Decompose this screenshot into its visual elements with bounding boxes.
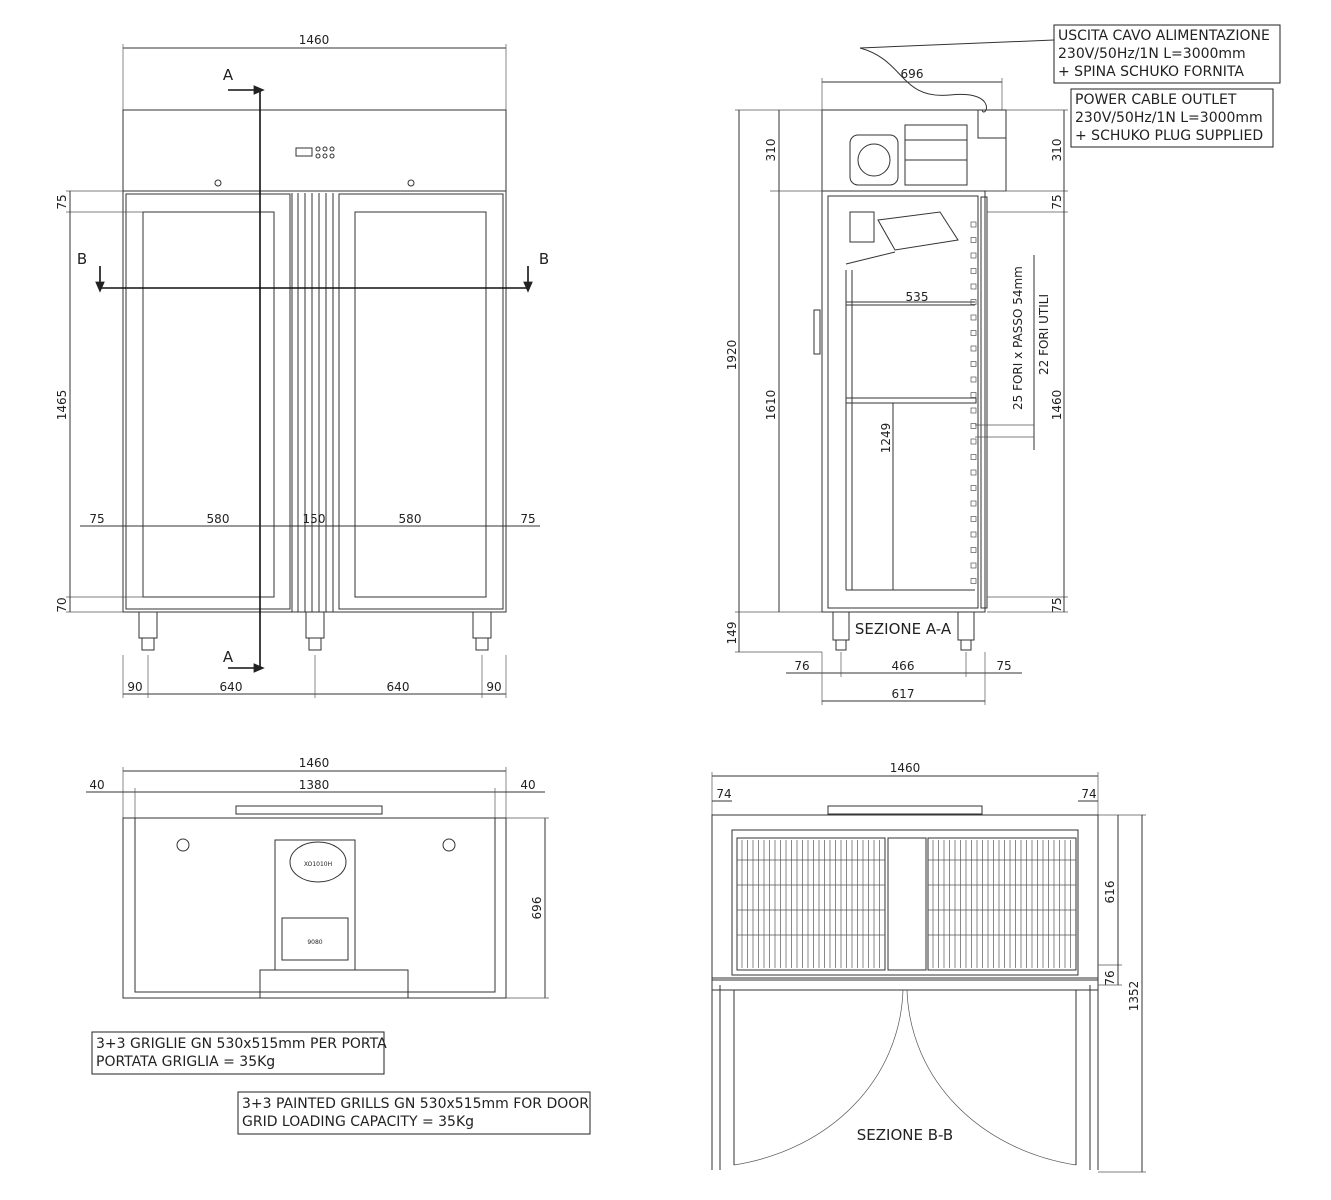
front-dim-foot-right: 90 xyxy=(486,680,502,694)
front-dim-top-gap: 75 xyxy=(55,194,69,210)
cable-note-it-line-3: + SPINA SCHUKO FORNITA xyxy=(1058,64,1244,80)
top-unit-text-2: 9080 xyxy=(307,939,323,946)
top-unit-text-1: XO1010H xyxy=(303,861,333,868)
cable-note-it xyxy=(1054,25,1280,83)
evaporator-icon xyxy=(850,212,874,242)
front-dim-door-left: 580 xyxy=(206,512,230,526)
lock-left-icon xyxy=(215,180,221,186)
control-display xyxy=(296,148,312,156)
front-dim-door-right: 580 xyxy=(398,512,422,526)
side-dim-gap-right-top: 75 xyxy=(1050,194,1064,210)
side-dim-feet: 149 xyxy=(725,621,739,645)
section-b-dim-door-depth: 76 xyxy=(1103,970,1117,986)
rack-slot xyxy=(971,532,976,537)
grills-note-en-line-1: 3+3 PAINTED GRILLS GN 530x515mm FOR DOOR xyxy=(242,1096,590,1112)
left-door-glass xyxy=(143,212,274,597)
section-b-dim-side-left: 74 xyxy=(716,787,732,801)
section-b-dim-open-depth: 1352 xyxy=(1127,980,1141,1012)
grills-note-it-line-1: 3+3 GRIGLIE GN 530x515mm PER PORTA xyxy=(96,1036,387,1052)
section-b-b-label: SEZIONE B-B xyxy=(856,1126,954,1144)
top-dim-side-right: 40 xyxy=(520,778,536,792)
side-dim-top-right: 310 xyxy=(1050,138,1064,162)
section-a-bottom-label: A xyxy=(222,648,234,666)
side-dim-internal-height: 1610 xyxy=(764,389,778,421)
rack-slot xyxy=(971,548,976,553)
top-dim-inner-width: 1380 xyxy=(298,778,330,792)
section-b-view xyxy=(712,761,1146,1172)
section-a-a-label: SEZIONE A-A xyxy=(854,620,952,638)
rack-slot xyxy=(971,501,976,506)
cable-note-it-line-2: 230V/50Hz/1N L=3000mm xyxy=(1058,46,1246,62)
side-section-a xyxy=(725,40,1068,705)
side-dim-depth-top: 696 xyxy=(900,67,924,81)
side-dim-bottom-right: 75 xyxy=(996,659,1012,673)
rack-slot xyxy=(971,331,976,336)
rack-slot xyxy=(971,393,976,398)
rack-slot xyxy=(971,253,976,258)
grill-bars xyxy=(737,840,1076,968)
side-dim-bottom-left: 76 xyxy=(794,659,810,673)
section-b-handle xyxy=(828,806,982,814)
side-dim-internal-width: 535 xyxy=(905,290,929,304)
section-b-center-post xyxy=(888,838,926,970)
rack-slot xyxy=(971,346,976,351)
side-dim-top-left: 310 xyxy=(764,138,778,162)
rack-slot xyxy=(971,284,976,289)
front-body xyxy=(123,191,506,612)
section-b-right-label: B xyxy=(538,250,550,268)
rack-slot xyxy=(971,315,976,320)
top-vent-left-icon xyxy=(177,839,189,851)
rack-slot xyxy=(971,455,976,460)
front-dim-center: 150 xyxy=(302,512,326,526)
section-b-dim-total-width: 1460 xyxy=(889,761,921,775)
section-a-top-label: A xyxy=(222,66,234,84)
side-dim-total-height: 1920 xyxy=(725,339,739,371)
side-dim-bottom-mid: 466 xyxy=(891,659,915,673)
grills-note-en-line-2: GRID LOADING CAPACITY = 35Kg xyxy=(242,1114,475,1130)
right-door-glass xyxy=(355,212,486,597)
front-view xyxy=(55,33,549,698)
section-b-left-label: B xyxy=(76,250,88,268)
cable-note-en-line-3: + SCHUKO PLUG SUPPLIED xyxy=(1075,128,1264,144)
section-b-body xyxy=(712,815,1098,978)
top-compressor-unit xyxy=(275,840,355,970)
rack-slot xyxy=(971,222,976,227)
front-dim-side-right: 75 xyxy=(520,512,536,526)
center-mullion xyxy=(292,193,333,612)
front-dim-bottom-gap: 70 xyxy=(55,597,69,613)
section-b-dim-side-right: 74 xyxy=(1081,787,1097,801)
front-dim-foot-span-right: 640 xyxy=(386,680,410,694)
side-dim-shelf-height: 1249 xyxy=(879,422,893,454)
top-dim-side-left: 40 xyxy=(89,778,105,792)
grills-note-en xyxy=(238,1092,590,1134)
shelf-middle xyxy=(846,398,976,403)
top-dim-depth: 696 xyxy=(530,896,544,920)
top-dim-total-width: 1460 xyxy=(298,756,330,770)
section-b-dim-body-depth: 616 xyxy=(1103,880,1117,904)
top-front-rail xyxy=(260,970,408,998)
front-top-panel xyxy=(123,110,506,191)
rack-slot xyxy=(971,408,976,413)
side-dim-right-height: 1460 xyxy=(1050,389,1064,421)
rack-slot xyxy=(971,439,976,444)
rack-slot xyxy=(971,238,976,243)
top-handle xyxy=(236,806,382,814)
side-door-handle xyxy=(814,310,820,354)
grills-note-it xyxy=(92,1032,387,1074)
holes-line-2: 22 FORI UTILI xyxy=(1037,294,1051,375)
front-dim-foot-span-left: 640 xyxy=(219,680,243,694)
compressor-icon xyxy=(850,110,1006,185)
rack-slot xyxy=(971,486,976,491)
side-door xyxy=(981,197,987,608)
rack-slot xyxy=(971,424,976,429)
right-door xyxy=(339,194,503,609)
rack-slot xyxy=(971,470,976,475)
grills-note-it-line-2: PORTATA GRIGLIA = 35Kg xyxy=(96,1054,276,1070)
side-inner-cavity xyxy=(828,196,978,608)
front-dim-body-height: 1465 xyxy=(55,389,69,421)
side-dim-bottom-total: 617 xyxy=(891,687,915,701)
rack-slot xyxy=(971,563,976,568)
rack-slot xyxy=(971,579,976,584)
lock-right-icon xyxy=(408,180,414,186)
holes-line-1: 25 FORI x PASSO 54mm xyxy=(1011,266,1025,410)
cable-note-it-line-1: USCITA CAVO ALIMENTAZIONE xyxy=(1058,28,1270,44)
front-feet xyxy=(139,612,491,650)
top-view xyxy=(86,756,549,998)
rack-slot xyxy=(971,362,976,367)
front-dim-foot-left: 90 xyxy=(127,680,143,694)
cable-note-en-line-1: POWER CABLE OUTLET xyxy=(1075,92,1237,108)
left-door xyxy=(126,194,290,609)
rack-slot xyxy=(971,269,976,274)
control-buttons xyxy=(316,147,334,158)
cable-note-en-line-2: 230V/50Hz/1N L=3000mm xyxy=(1075,110,1263,126)
side-dim-gap-right-bottom: 75 xyxy=(1050,597,1064,613)
top-body xyxy=(123,818,506,998)
front-dim-side-left: 75 xyxy=(89,512,105,526)
front-dim-total-width: 1460 xyxy=(298,33,330,47)
rack-slot xyxy=(971,377,976,382)
rack-slot xyxy=(971,517,976,522)
cable-note-en xyxy=(1071,89,1273,147)
top-vent-right-icon xyxy=(443,839,455,851)
